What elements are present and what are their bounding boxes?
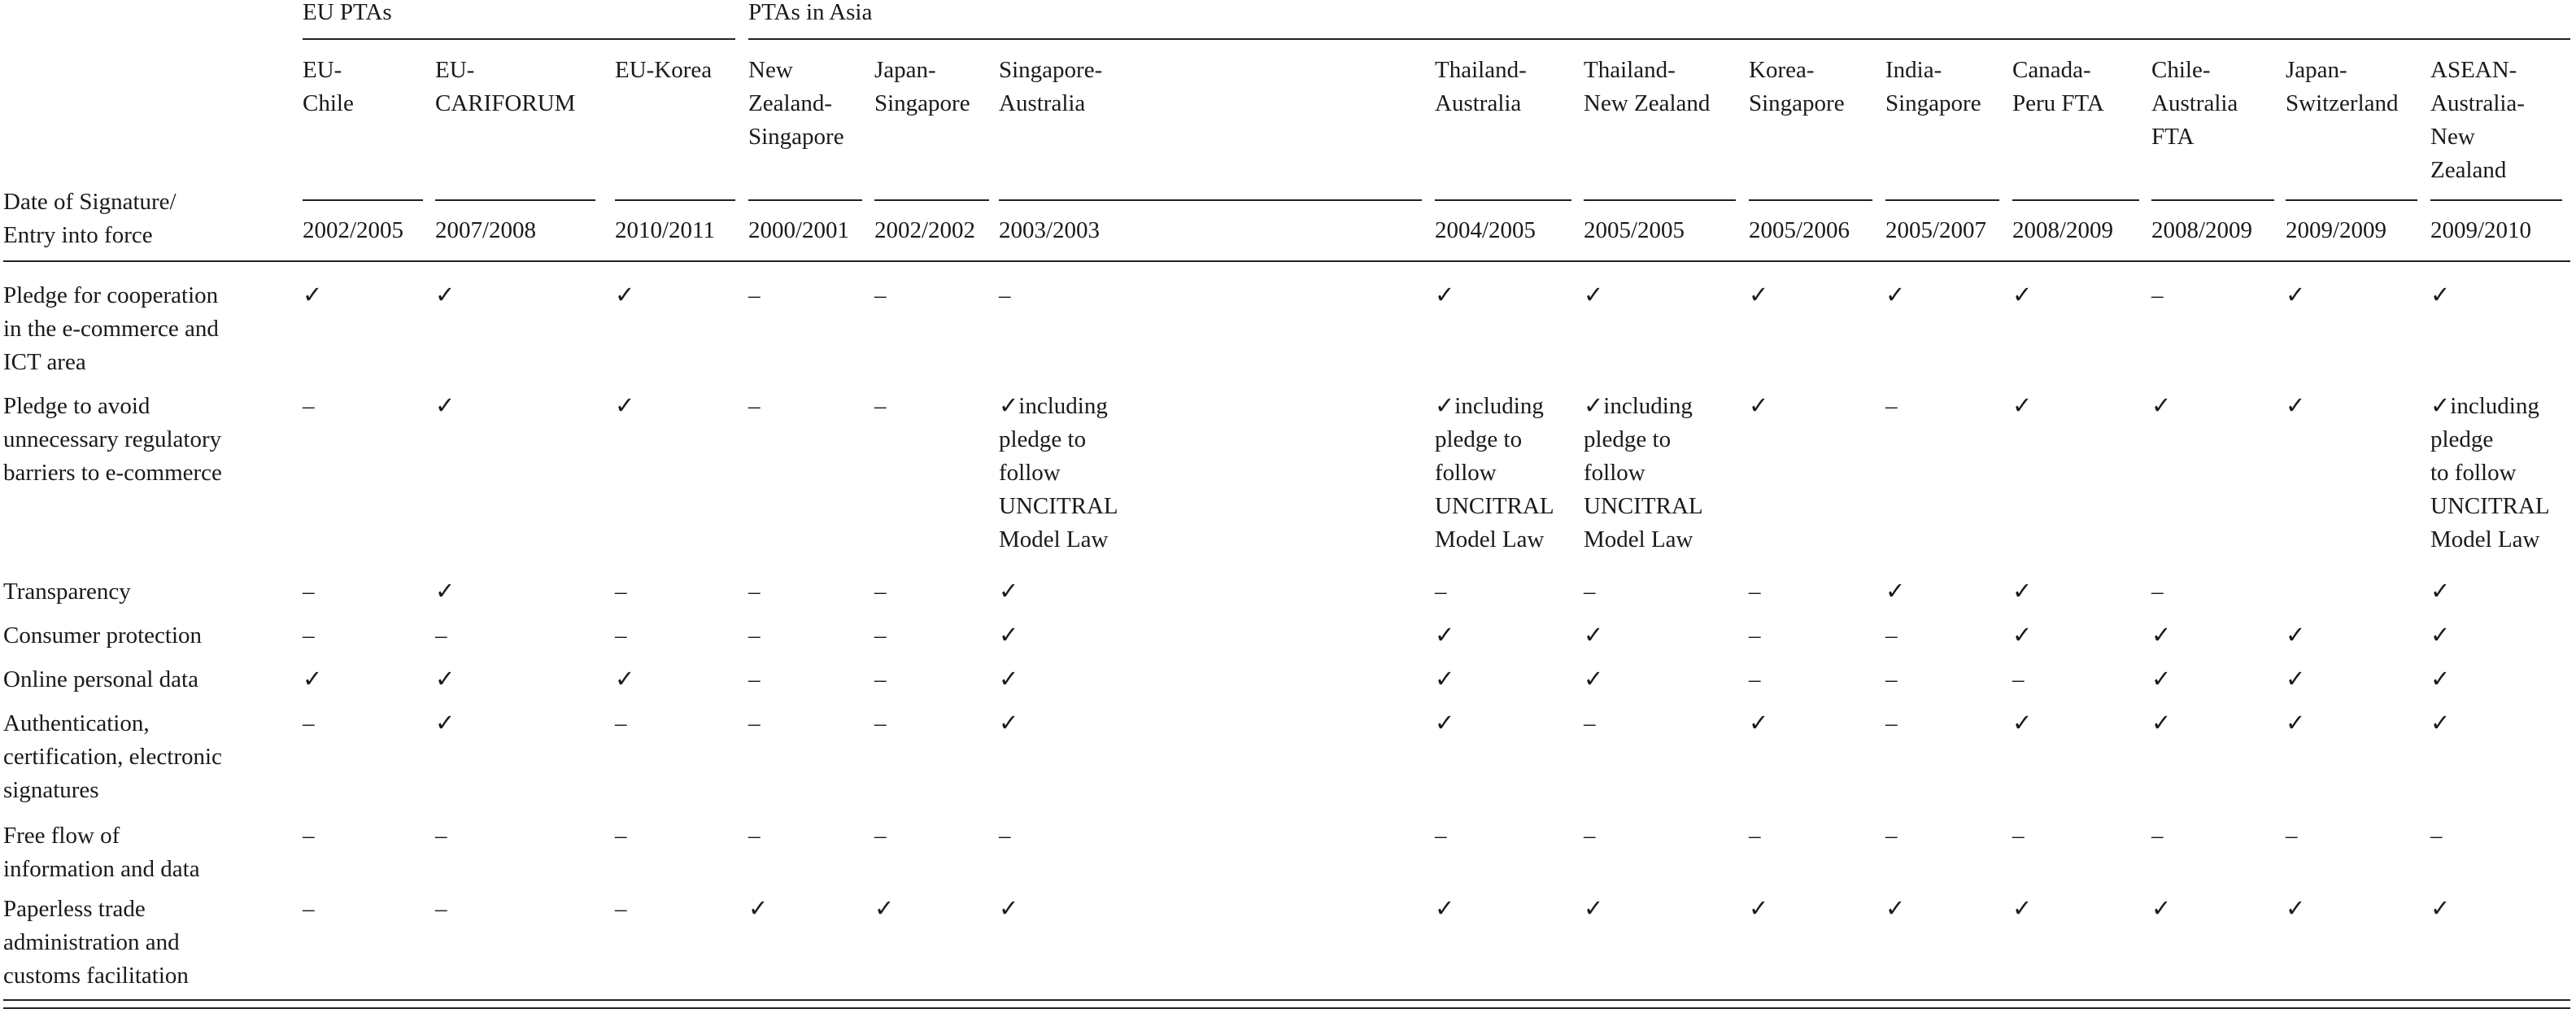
table-cell: ✓ xyxy=(748,896,769,922)
table-cell: – xyxy=(748,622,761,649)
row-label: Online personal data xyxy=(3,666,198,692)
table-cell: – xyxy=(748,579,761,605)
row-label: Consumer protection xyxy=(3,622,203,649)
table-cell: ✓ xyxy=(615,666,635,692)
table-cell: – xyxy=(748,393,761,419)
table-cell: – xyxy=(303,393,315,419)
table-cell: – xyxy=(1885,666,1898,692)
table-cell: ✓ xyxy=(2151,622,2172,649)
table-cell: – xyxy=(999,823,1011,849)
table-cell: – xyxy=(748,823,761,849)
table-cell: – xyxy=(748,666,761,692)
table-cell: – xyxy=(303,896,315,922)
column-header-name: Japan- Singapore xyxy=(874,57,970,116)
table-cell: ✓ xyxy=(435,579,455,605)
column-date: 2004/2005 xyxy=(1435,217,1536,243)
table-cell: ✓ xyxy=(2286,666,2306,692)
table-cell: – xyxy=(1584,579,1596,605)
table-cell: ✓including pledge to follow UNCITRAL Model Law xyxy=(1435,393,1554,552)
column-header-name: Chile- Australia FTA xyxy=(2151,57,2238,150)
row-label: Transparency xyxy=(3,579,131,605)
column-header-rule xyxy=(999,199,1422,201)
row-label: Pledge for cooperation in the e-commerce and ICT area xyxy=(3,282,219,375)
table-cell: ✓ xyxy=(2286,393,2306,419)
column-date: 2003/2003 xyxy=(999,217,1101,243)
table-cell: – xyxy=(1749,579,1761,605)
table-cell: ✓ xyxy=(1435,622,1455,649)
column-date: 2010/2011 xyxy=(615,217,715,243)
table-cell: ✓ xyxy=(999,579,1019,605)
table-cell: ✓ xyxy=(303,282,323,308)
table-cell: ✓ xyxy=(2012,579,2033,605)
table-cell: ✓ xyxy=(1749,710,1769,736)
table-cell: ✓ xyxy=(999,896,1019,922)
column-header-name: Thailand- New Zealand xyxy=(1584,57,1711,116)
table-cell: ✓ xyxy=(2430,579,2451,605)
table-cell: ✓ xyxy=(999,622,1019,649)
table-bottom-rule-top xyxy=(3,999,2570,1001)
table-cell: ✓ xyxy=(999,710,1019,736)
column-date: 2008/2009 xyxy=(2012,217,2114,243)
group-label-eu-ptas: EU PTAs xyxy=(303,0,392,25)
table-cell: – xyxy=(748,282,761,308)
table-cell: ✓ xyxy=(2430,282,2451,308)
table-cell: ✓ xyxy=(2012,896,2033,922)
column-header-rule xyxy=(1435,199,1571,201)
table-cell: ✓ xyxy=(1749,393,1769,419)
table-cell: – xyxy=(874,666,887,692)
table-cell: ✓ xyxy=(303,666,323,692)
table-cell: ✓ xyxy=(1435,666,1455,692)
column-header-name: Thailand- Australia xyxy=(1435,57,1527,116)
column-date: 2002/2005 xyxy=(303,217,404,243)
column-header-name: ASEAN- Australia- New Zealand xyxy=(2430,57,2525,183)
column-header-name: Singapore- Australia xyxy=(999,57,1103,116)
group-spanner-eu-ptas xyxy=(303,38,735,40)
group-label-ptas-in-asia: PTAs in Asia xyxy=(748,0,873,25)
column-date: 2005/2007 xyxy=(1885,217,1987,243)
table-cell: – xyxy=(1885,393,1898,419)
table-cell: ✓ xyxy=(2151,710,2172,736)
table-cell: – xyxy=(1885,710,1898,736)
table-cell: ✓including pledge to follow UNCITRAL Model Law xyxy=(1584,393,1703,552)
table-cell: – xyxy=(2286,823,2298,849)
table-cell: – xyxy=(615,896,627,922)
table-cell: ✓ xyxy=(435,710,455,736)
table-cell: ✓ xyxy=(1885,579,1906,605)
table-cell: – xyxy=(435,896,447,922)
column-header-rule xyxy=(435,199,595,201)
table-bottom-rule-bottom xyxy=(3,1007,2570,1009)
table-cell: ✓ xyxy=(2151,393,2172,419)
column-header-rule xyxy=(1749,199,1872,201)
table-cell: ✓ xyxy=(1749,282,1769,308)
column-header-rule xyxy=(2151,199,2274,201)
table-cell: ✓ xyxy=(435,666,455,692)
group-spanner-ptas-in-asia xyxy=(748,38,2570,40)
column-header-rule xyxy=(1885,199,1999,201)
column-header-name: Canada- Peru FTA xyxy=(2012,57,2104,116)
table-cell: ✓ xyxy=(1584,282,1604,308)
table-cell: ✓ xyxy=(1584,666,1604,692)
table-cell: ✓ xyxy=(2430,666,2451,692)
column-date: 2005/2006 xyxy=(1749,217,1850,243)
table-cell: ✓including pledge to follow UNCITRAL Model Law xyxy=(2430,393,2550,552)
table-cell: ✓including pledge to follow UNCITRAL Model Law xyxy=(999,393,1118,552)
table-cell: ✓ xyxy=(1584,622,1604,649)
table-cell: – xyxy=(2151,282,2164,308)
table-cell: – xyxy=(1885,622,1898,649)
column-date: 2009/2010 xyxy=(2430,217,2532,243)
table-cell: ✓ xyxy=(2286,622,2306,649)
table-cell: – xyxy=(999,282,1011,308)
column-header-name: Korea- Singapore xyxy=(1749,57,1845,116)
table-cell: ✓ xyxy=(999,666,1019,692)
table-cell: – xyxy=(303,579,315,605)
row-label: Paperless trade administration and customs facilitation xyxy=(3,896,189,989)
table-cell: – xyxy=(2012,823,2025,849)
column-header-rule xyxy=(2286,199,2417,201)
table-cell: – xyxy=(1749,823,1761,849)
column-header-name: India- Singapore xyxy=(1885,57,1981,116)
table-cell: ✓ xyxy=(2430,710,2451,736)
table-cell: – xyxy=(1435,823,1447,849)
table-cell: – xyxy=(435,622,447,649)
table-cell: – xyxy=(615,622,627,649)
table-cell: ✓ xyxy=(1885,282,1906,308)
table-cell: – xyxy=(303,622,315,649)
table-cell: – xyxy=(874,579,887,605)
column-header-name: EU- CARIFORUM xyxy=(435,57,576,116)
table-cell: ✓ xyxy=(2430,622,2451,649)
column-header-rule xyxy=(2012,199,2139,201)
table-cell: – xyxy=(874,823,887,849)
table-cell: ✓ xyxy=(2286,896,2306,922)
table-cell: – xyxy=(615,710,627,736)
table-cell: – xyxy=(874,622,887,649)
table-cell: – xyxy=(615,823,627,849)
table-cell: – xyxy=(2430,823,2443,849)
header-bottom-rule xyxy=(3,260,2570,262)
table-cell: ✓ xyxy=(1435,896,1455,922)
table-cell: ✓ xyxy=(615,393,635,419)
column-header-rule xyxy=(303,199,423,201)
table-cell: – xyxy=(1584,823,1596,849)
table-cell: ✓ xyxy=(2286,710,2306,736)
table-cell: – xyxy=(303,710,315,736)
table-cell: ✓ xyxy=(435,393,455,419)
table-cell: – xyxy=(1584,710,1596,736)
table-cell: – xyxy=(615,579,627,605)
table-cell: – xyxy=(1749,666,1761,692)
table-cell: ✓ xyxy=(615,282,635,308)
table-cell: ✓ xyxy=(1435,710,1455,736)
column-date: 2002/2002 xyxy=(874,217,976,243)
row-label: Free flow of information and data xyxy=(3,823,200,882)
table-cell: – xyxy=(435,823,447,849)
row-label-header: Date of Signature/ Entry into force xyxy=(3,189,177,248)
table-cell: – xyxy=(303,823,315,849)
table-cell: – xyxy=(874,710,887,736)
column-header-rule xyxy=(2430,199,2562,201)
row-label: Authentication, certification, electronic signatures xyxy=(3,710,222,803)
table-cell: ✓ xyxy=(1885,896,1906,922)
column-header-rule xyxy=(874,199,989,201)
table-cell: – xyxy=(1885,823,1898,849)
column-header-name: EU-Korea xyxy=(615,57,713,83)
column-header-rule xyxy=(615,199,735,201)
column-header-name: New Zealand- Singapore xyxy=(748,57,844,150)
table-cell: ✓ xyxy=(1749,896,1769,922)
table-cell: ✓ xyxy=(2430,896,2451,922)
table-cell: – xyxy=(1749,622,1761,649)
table-cell: – xyxy=(2012,666,2025,692)
table-cell: ✓ xyxy=(1435,282,1455,308)
column-date: 2005/2005 xyxy=(1584,217,1685,243)
column-date: 2007/2008 xyxy=(435,217,537,243)
table-cell: ✓ xyxy=(874,896,895,922)
column-header-rule xyxy=(1584,199,1736,201)
column-date: 2008/2009 xyxy=(2151,217,2253,243)
table-cell: – xyxy=(1435,579,1447,605)
table-cell: ✓ xyxy=(2151,666,2172,692)
table-cell: ✓ xyxy=(1584,896,1604,922)
column-date: 2000/2001 xyxy=(748,217,850,243)
table-cell: ✓ xyxy=(2012,710,2033,736)
row-label: Pledge to avoid unnecessary regulatory barriers to e-commerce xyxy=(3,393,222,486)
table-cell: – xyxy=(2151,579,2164,605)
table-cell: ✓ xyxy=(2012,393,2033,419)
column-header-name: Japan- Switzerland xyxy=(2286,57,2399,116)
column-header-rule xyxy=(748,199,862,201)
column-header-name: EU- Chile xyxy=(303,57,354,116)
table-cell: ✓ xyxy=(2012,622,2033,649)
table-cell: ✓ xyxy=(2151,896,2172,922)
table-cell: – xyxy=(874,282,887,308)
table-cell: ✓ xyxy=(2012,282,2033,308)
table-cell: – xyxy=(874,393,887,419)
table-cell: ✓ xyxy=(2286,282,2306,308)
table-cell: ✓ xyxy=(435,282,455,308)
column-date: 2009/2009 xyxy=(2286,217,2387,243)
table-cell: – xyxy=(748,710,761,736)
table-cell: – xyxy=(2151,823,2164,849)
